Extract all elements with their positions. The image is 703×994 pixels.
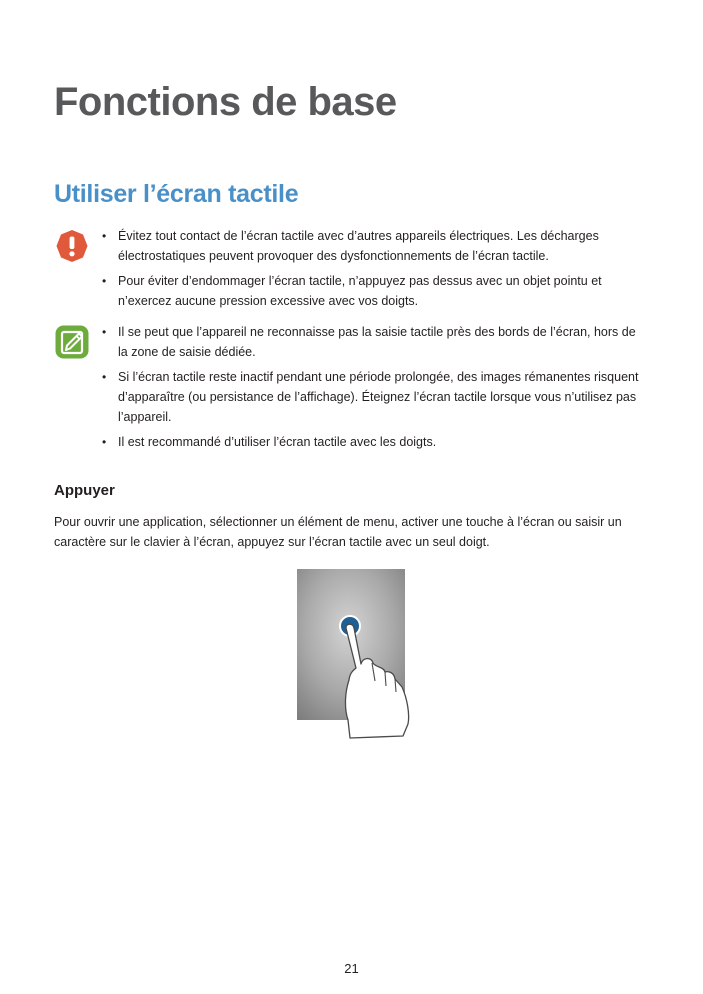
list-item-text: Il se peut que l’appareil ne reconnaisse pas la saisie tactile près des bords de l’écran, hors de la zone de saisie dédiée. [118,325,636,359]
list-item [102,432,646,452]
note-list [102,322,646,457]
bullet-icon: • [102,229,107,243]
page-number: 21 [344,961,359,976]
list-item-text: Si l’écran tactile reste inactif pendant une période prolongée, des images rémanentes risquent d’apparaître (ou persistance de l’affichage). Éteignez l’écran tactile lorsque vous n’utilisez pas l’appareil. [118,370,639,424]
caution-list [102,226,646,316]
bullet-icon: • [102,370,107,384]
list-item-text: Il est recommandé d’utiliser l’écran tactile avec les doigts. [118,435,437,449]
tap-description: Pour ouvrir une application, sélectionner un élément de menu, activer une touche à l’écran ou saisir un caractère sur le clavier à l’écran, appuyez sur l’écran tactile avec un seul doigt. [54,515,622,549]
list-item [102,271,646,311]
note-icon [54,324,90,360]
tap-gesture-illustration [296,568,416,744]
bullet-icon: • [102,274,107,288]
caution-icon [54,228,90,264]
list-item [102,226,646,266]
list-item [102,367,646,427]
list-item-text: Évitez tout contact de l’écran tactile avec d’autres appareils électriques. Les décharges électrostatiques peuvent provoquer des dysfonctionnements de l’écran tactile. [118,229,599,263]
list-item-text: Pour éviter d’endommager l’écran tactile, n’appuyez pas dessus avec un objet pointu et n’exercez aucune pression excessive avec vos doigts. [118,274,602,308]
page-title: Fonctions de base [54,80,397,124]
list-item [102,322,646,362]
bullet-icon: • [102,435,107,449]
subsection-heading: Appuyer [54,482,115,499]
section-heading: Utiliser l’écran tactile [54,180,299,208]
bullet-icon: • [102,325,107,339]
